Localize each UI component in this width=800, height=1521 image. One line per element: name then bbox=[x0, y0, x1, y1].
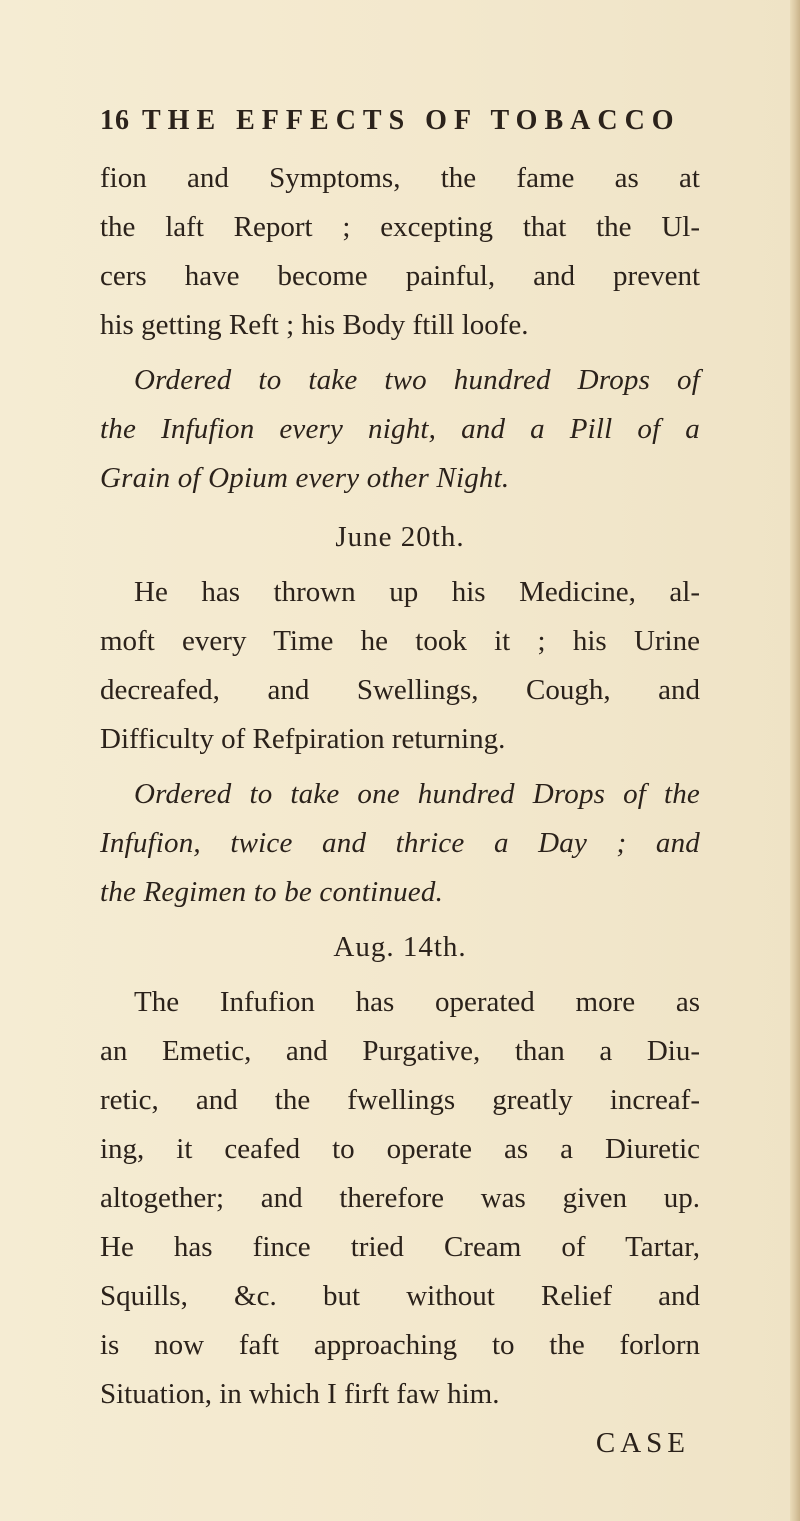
order-line: the Regimen to be continued. bbox=[100, 876, 444, 908]
order-line: Grain of Opium every other Night. bbox=[100, 462, 510, 494]
text-line: cers have become painful, and prevent bbox=[100, 260, 700, 292]
text-line: Situation, in which I firft faw him. bbox=[100, 1378, 500, 1410]
text-line: Squills, &c. but without Relief and bbox=[100, 1280, 700, 1312]
catchword: CASE bbox=[595, 1427, 690, 1459]
text-line: Difficulty of Refpiration returning. bbox=[100, 723, 506, 755]
text-line: the laft Report ; excepting that the Ul- bbox=[100, 211, 700, 243]
paragraph-gap bbox=[100, 503, 700, 513]
text-line: altogether; and therefore was given up. bbox=[100, 1182, 700, 1214]
text-line: his getting Reft ; his Body ftill loofe. bbox=[100, 309, 529, 341]
page-edge-shadow bbox=[790, 0, 800, 1521]
page-number: 16 bbox=[100, 105, 130, 136]
text-line: He has thrown up his Medicine, al- bbox=[134, 576, 700, 608]
text-line: decreafed, and Swellings, Cough, and bbox=[100, 674, 700, 706]
text-line: ing, it ceafed to operate as a Diuretic bbox=[100, 1133, 700, 1165]
order-line: Ordered to take two hundred Drops of bbox=[134, 364, 700, 396]
running-head: THE EFFECTS OF TOBACCO bbox=[142, 105, 681, 136]
order-line: Infufion, twice and thrice a Day ; and bbox=[100, 827, 700, 859]
text-line: fion and Symptoms, the fame as at bbox=[100, 162, 700, 194]
text-line: He has fince tried Cream of Tartar, bbox=[100, 1231, 700, 1263]
order-line: the Infufion every night, and a Pill of a bbox=[100, 413, 700, 445]
text-line: The Infufion has operated more as bbox=[134, 986, 700, 1018]
date-heading: Aug. 14th. bbox=[333, 931, 467, 963]
page-content bbox=[100, 154, 700, 1468]
page-header bbox=[100, 105, 700, 145]
text-line: retic, and the fwellings greatly increaf- bbox=[100, 1084, 700, 1116]
text-line: is now faft approaching to the forlorn bbox=[100, 1329, 700, 1361]
date-heading: June 20th. bbox=[335, 521, 465, 553]
text-line: moft every Time he took it ; his Urine bbox=[100, 625, 700, 657]
text-line: an Emetic, and Purgative, than a Diu- bbox=[100, 1035, 700, 1067]
order-line: Ordered to take one hundred Drops of the bbox=[134, 778, 700, 810]
